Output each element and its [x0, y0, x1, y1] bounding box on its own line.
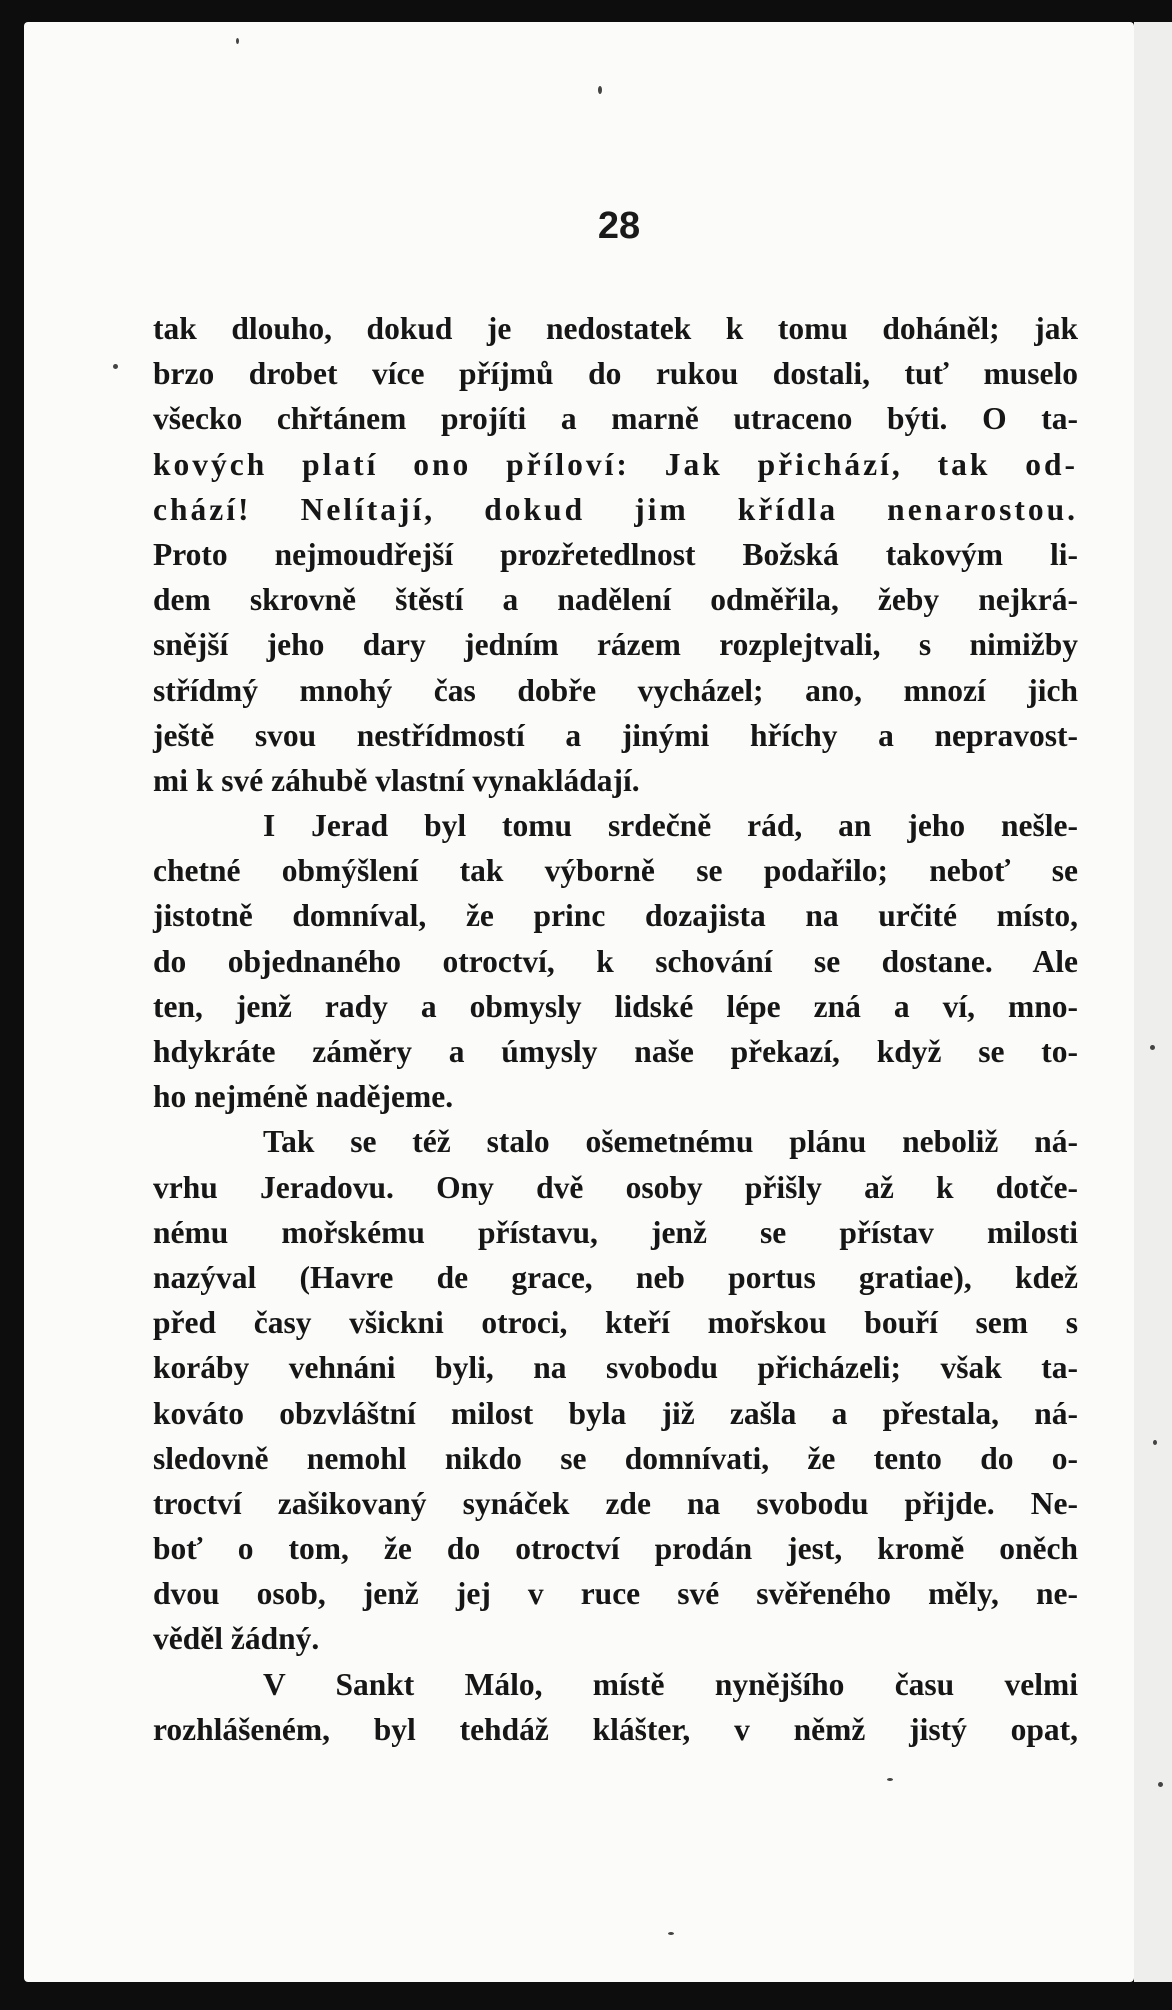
text-line: všecko chřtánem projíti a marně utraceno býti. O ta- — [153, 401, 1078, 437]
text-line: ten, jenž rady a obmysly lidské lépe zná a ví, mno- — [153, 988, 1078, 1024]
text-line: snější jeho dary jedním rázem rozplejtvali, s nimižby — [153, 627, 1078, 663]
text-line: Tak se též stalo ošemetnému plánu neboliž ná- — [263, 1124, 1078, 1160]
scan-speck — [113, 364, 118, 369]
text-line: sledovně nemohl nikdo se domnívati, že tento do o- — [153, 1440, 1078, 1476]
page-number: 28 — [597, 205, 641, 247]
text-line: ho nejméně nadějeme. — [153, 1079, 454, 1115]
text-line: koráby vehnáni byli, na svobodu přicházeli; však ta- — [153, 1350, 1078, 1386]
text-line: věděl žádný. — [153, 1621, 320, 1657]
text-line: do objednaného otroctví, k schování se dostane. Ale — [153, 943, 1078, 979]
scan-speck — [1150, 1045, 1155, 1050]
text-line: troctví zašikovaný synáček zde na svobodu přijde. Ne- — [153, 1485, 1078, 1521]
text-line: kových platí ono příloví: Jak přichází, tak od- — [153, 446, 1078, 482]
text-line: brzo drobet více příjmů do rukou dostali, tuť muselo — [153, 356, 1078, 392]
scan-speck — [668, 1932, 674, 1935]
text-line: vrhu Jeradovu. Ony dvě osoby přišly až k dotče- — [153, 1169, 1078, 1205]
page-edge — [1134, 22, 1172, 1982]
scan-speck — [887, 1778, 893, 1781]
scan-speck — [598, 86, 602, 94]
text-line: dem skrovně štěstí a nadělení odměřila, žeby nejkrá- — [153, 582, 1078, 618]
text-line: tak dlouho, dokud je nedostatek k tomu doháněl; jak — [153, 311, 1078, 346]
text-line: chetné obmýšlení tak výborně se podařilo; neboť se — [153, 853, 1078, 889]
text-line: kováto obzvláštní milost byla již zašla a přestala, ná- — [153, 1395, 1078, 1431]
text-line: rozhlášeném, byl tehdáž klášter, v němž jistý opat, — [153, 1711, 1078, 1747]
text-line: mi k své záhubě vlastní vynakládají. — [153, 762, 640, 798]
text-line: před časy všickni otroci, kteří mořskou bouří sem s — [153, 1305, 1078, 1341]
body-text — [153, 306, 1078, 1752]
text-line: dvou osob, jenž jej v ruce své svěřeného měly, ne- — [153, 1576, 1078, 1612]
scan-speck — [1158, 1782, 1163, 1787]
text-line: Proto nejmoudřejší prozřetedlnost Božská takovým li- — [153, 536, 1078, 572]
text-line: I Jerad byl tomu srdečně rád, an jeho nešle- — [263, 808, 1078, 844]
text-line: nému mořskému přístavu, jenž se přístav milosti — [153, 1214, 1078, 1250]
text-line: jistotně domníval, že princ dozajista na určité místo, — [153, 898, 1078, 934]
text-line: ještě svou nestřídmostí a jinými hříchy a nepravost- — [153, 717, 1078, 753]
text-line: V Sankt Málo, místě nynějšího času velmi — [263, 1666, 1078, 1702]
text-line: chází! Nelítají, dokud jim křídla nenarostou. — [153, 491, 1078, 527]
scan-speck — [1153, 1440, 1157, 1445]
text-line: hdykráte záměry a úmysly naše překazí, když se to- — [153, 1034, 1078, 1069]
text-line: nazýval (Havre de grace, neb portus gratiae), kdež — [153, 1259, 1078, 1295]
text-line: boť o tom, že do otroctví prodán jest, kromě oněch — [153, 1531, 1078, 1567]
text-line: střídmý mnohý čas dobře vycházel; ano, mnozí jich — [153, 672, 1078, 708]
scan-speck — [236, 38, 239, 44]
